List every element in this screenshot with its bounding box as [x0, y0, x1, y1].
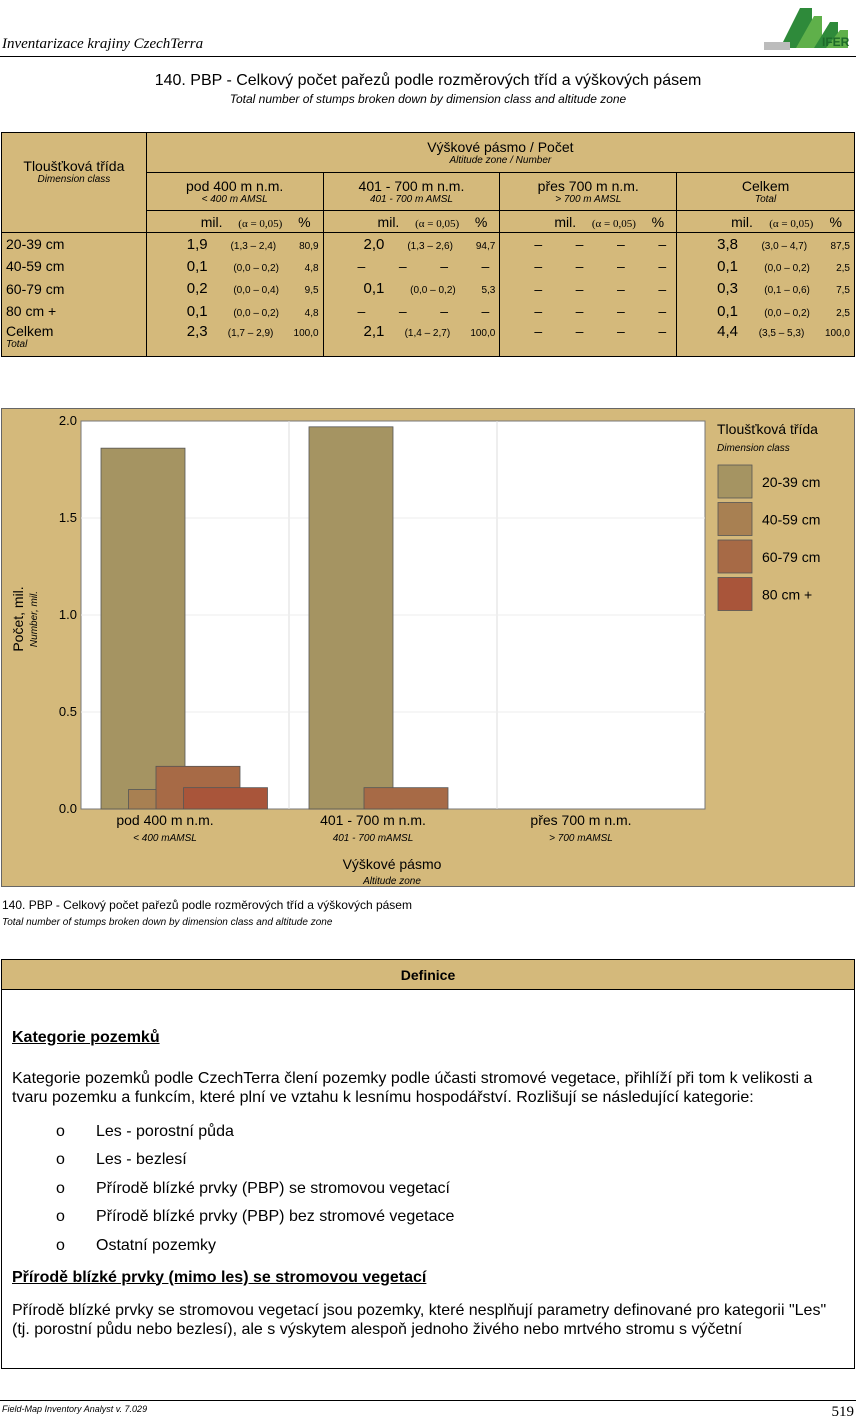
figure-caption-en: Total number of stumps broken down by dimension class and altitude zone: [2, 917, 333, 928]
value-ci: (1,4 – 2,7): [404, 327, 451, 339]
value-cell: [323, 255, 500, 278]
value-mil: 1,9: [186, 235, 208, 253]
dash: –: [398, 303, 407, 320]
value-cell: [677, 300, 855, 323]
table-row: [2, 255, 855, 278]
table-row: [2, 323, 855, 357]
group-header-cell: [146, 133, 854, 173]
subheader-alpha: (α = 0,05): [769, 217, 814, 230]
subheader-pct: %: [474, 213, 488, 230]
definition-list: [12, 1117, 844, 1260]
col-header-label: 401 - 700 m n.m.: [358, 178, 465, 194]
y-axis-label-en: Number, mil.: [29, 590, 40, 648]
value-pct: 80,9: [299, 240, 319, 252]
dash: –: [357, 258, 366, 275]
definition-paragraph-1: Kategorie pozemků podle CzechTerra člení pozemky podle účasti stromové vegetace, přihlíží při tom k velikosti a tvaru pozemku a funkcím, které plní ve vztahu k lesnímu hospodářství. Rozlišují se následující kategorie:: [12, 1070, 813, 1106]
definition-paragraph-2: Přírodě blízké prvky se stromovou vegetací jsou pozemky, které nesplňují parametry definované pro kategorii "Les" (tj. porostní půdu nebo bezlesí), ale s výskytem alespoň jednoho živého nebo mrtvého stromu s výčetní: [12, 1301, 827, 1338]
value-cell: [323, 278, 500, 301]
value-mil: 0,1: [186, 257, 208, 275]
dash: –: [575, 280, 584, 297]
x-axis-label: Výškové pásmo: [342, 856, 442, 872]
subheader-cell: [500, 211, 677, 233]
subheader-mil: mil.: [731, 213, 753, 230]
dash: –: [440, 303, 448, 320]
value-pct: 5,3: [481, 285, 496, 297]
subheader-alpha: (α = 0,05): [415, 217, 460, 230]
row-header-label-en: Dimension class: [37, 174, 111, 186]
bullet: o: [56, 1122, 65, 1140]
legend-entry: 40-59 cm: [762, 511, 821, 528]
subheader-mil: mil.: [377, 213, 400, 230]
value-mil: 0,1: [717, 302, 738, 320]
logo-text: IFER: [822, 35, 850, 49]
list-item: [12, 1117, 844, 1146]
col-header-label: Celkem: [741, 178, 790, 194]
value-cell: [146, 323, 323, 357]
value-pct: 9,5: [304, 285, 319, 297]
value-cell: [500, 323, 677, 357]
y-tick-label: 0.5: [58, 704, 77, 719]
header-rule: [0, 56, 856, 57]
dash: –: [658, 280, 667, 297]
document-header-title: Inventarizace krajiny CzechTerra: [2, 36, 204, 52]
row-label-cell: [2, 300, 147, 323]
col-header-2: [500, 173, 677, 211]
x-tick-label-en: > 700 mAMSL: [549, 833, 613, 844]
table-title: 140. PBP - Celkový počet pařezů podle rozměrových tříd a výškových pásem: [154, 72, 702, 89]
list-item-text: Les - porostní půda: [96, 1122, 234, 1140]
col-header-label-en: 401 - 700 m AMSL: [369, 194, 453, 205]
figure-caption: 140. PBP - Celkový počet pařezů podle rozměrových tříd a výškových pásem: [2, 898, 412, 912]
value-cell: [677, 323, 855, 357]
dash: –: [575, 322, 584, 339]
definition-box: [1, 959, 855, 1369]
list-item-text: Ostatní pozemky: [96, 1236, 217, 1254]
dash: –: [617, 280, 625, 297]
row-label: 80 cm +: [6, 303, 57, 320]
bullet: o: [56, 1208, 65, 1226]
value-pct: 2,5: [836, 262, 850, 274]
col-header-3: [677, 173, 855, 211]
dash: –: [658, 258, 667, 275]
legend-entry: 60-79 cm: [762, 549, 821, 565]
row-header-label: Tloušťková třída: [23, 158, 125, 175]
value-cell: [323, 323, 500, 357]
list-item: [12, 1203, 844, 1232]
dash: –: [398, 258, 407, 275]
row-label-cell: [2, 255, 147, 278]
value-ci: (0,0 – 0,2): [764, 262, 810, 274]
row-label-cell: [2, 233, 147, 256]
legend-entry: 20-39 cm: [762, 474, 821, 490]
col-header-label: přes 700 m n.m.: [537, 178, 639, 194]
value-cell: [500, 233, 677, 256]
y-tick-label: 0.0: [58, 801, 77, 816]
table-subtitle: Total number of stumps broken down by dimension class and altitude zone: [229, 92, 627, 106]
value-pct: 4,8: [304, 262, 319, 274]
definition-body: [2, 1028, 854, 1339]
dash: –: [658, 322, 667, 339]
value-cell: [500, 255, 677, 278]
col-header-label-en: Total: [754, 194, 777, 205]
value-mil: 0,2: [186, 280, 208, 298]
subheader-cell: [677, 211, 855, 233]
x-tick-label-en: 401 - 700 mAMSL: [332, 833, 414, 844]
value-mil: 0,1: [717, 257, 738, 275]
subheader-mil: mil.: [200, 213, 223, 230]
page-number: 519: [831, 1404, 854, 1420]
legend-swatch: [718, 578, 752, 611]
value-mil: 2,0: [363, 235, 385, 253]
table-row: [2, 300, 855, 323]
value-mil: 0,1: [186, 302, 208, 320]
value-cell: [500, 300, 677, 323]
ifer-logo: [760, 2, 852, 54]
value-pct: 100,0: [470, 327, 496, 339]
definition-header: Definice: [2, 960, 854, 990]
value-cell: [323, 233, 500, 256]
dash: –: [534, 303, 543, 320]
dash: –: [658, 236, 667, 252]
col-header-label-en: < 400 m AMSL: [201, 194, 268, 205]
definition-heading-1: Kategorie pozemků: [12, 1029, 160, 1046]
group-header-label-en: Altitude zone / Number: [449, 155, 552, 166]
legend-swatch: [718, 540, 752, 573]
dash: –: [481, 303, 490, 320]
subheader-pct: %: [829, 213, 842, 230]
value-mil: 4,4: [717, 322, 738, 340]
value-ci: (1,7 – 2,9): [227, 327, 274, 339]
value-cell: [146, 300, 323, 323]
value-mil: 2,3: [186, 322, 208, 340]
row-header-cell: [2, 133, 147, 211]
x-tick-label: pod 400 m n.m.: [116, 812, 214, 828]
value-cell: [500, 278, 677, 301]
col-header-1: [323, 173, 500, 211]
value-mil: 0,1: [363, 280, 385, 298]
row-label-cell: [2, 278, 147, 301]
legend-swatch: [718, 465, 752, 498]
dash: –: [617, 303, 625, 320]
value-cell: [677, 255, 855, 278]
subheader-mil: mil.: [554, 213, 577, 230]
y-tick-label: 2.0: [58, 413, 77, 428]
dash: –: [534, 322, 543, 339]
dash: –: [617, 236, 625, 252]
bullet: o: [56, 1179, 65, 1197]
subheader-pct: %: [298, 213, 311, 230]
subheader-cell: [323, 211, 500, 233]
value-cell: [323, 300, 500, 323]
bar-20-39cm: [309, 427, 393, 809]
row-label: Celkem: [6, 322, 54, 339]
dash: –: [440, 258, 448, 275]
y-axis-label: Počet, mil.: [10, 586, 26, 652]
value-pct: 2,5: [836, 307, 850, 319]
subheader-alpha: (α = 0,05): [238, 217, 283, 230]
value-ci: (0,0 – 0,2): [233, 262, 279, 274]
value-ci: (3,5 – 5,3): [758, 327, 805, 339]
row-label: 60-79 cm: [6, 280, 65, 297]
list-item: [12, 1231, 844, 1260]
col-header-label-en: > 700 m AMSL: [555, 194, 622, 205]
row-label-cell: [2, 323, 147, 357]
list-item: [12, 1146, 844, 1175]
value-cell: [677, 278, 855, 301]
value-mil: 3,8: [717, 235, 738, 253]
value-pct: 100,0: [824, 327, 850, 339]
value-pct: 7,5: [836, 285, 850, 297]
dash: –: [575, 258, 584, 275]
value-pct: 87,5: [830, 240, 850, 252]
stumps-table: [1, 132, 855, 357]
value-ci: (1,3 – 2,6): [407, 240, 453, 252]
list-item-text: Les - bezlesí: [96, 1151, 187, 1169]
row-label-en: Total: [6, 338, 28, 350]
chart-svg: [2, 409, 856, 888]
bullet: o: [56, 1151, 65, 1169]
legend-entry: 80 cm +: [762, 586, 813, 603]
value-mil: 2,1: [363, 322, 385, 340]
value-ci: (0,0 – 0,4): [233, 285, 279, 297]
bar-60-79cm: [364, 788, 448, 809]
value-pct: 94,7: [475, 240, 496, 252]
footer-rule: [0, 1400, 856, 1401]
dash: –: [575, 236, 584, 252]
value-ci: (1,3 – 2,4): [230, 240, 277, 252]
col-header-label: pod 400 m n.m.: [186, 178, 284, 194]
value-cell: [146, 278, 323, 301]
group-header-label: Výškové pásmo / Počet: [427, 139, 574, 155]
col-header-0: [146, 173, 323, 211]
value-ci: (0,1 – 0,6): [764, 285, 810, 297]
dash: –: [534, 236, 543, 252]
value-cell: [146, 255, 323, 278]
x-axis-label-en: Altitude zone: [363, 876, 421, 887]
y-tick-label: 1.5: [58, 510, 77, 525]
value-cell: [146, 233, 323, 256]
legend-swatch: [718, 503, 752, 536]
value-ci: (0,0 – 0,2): [410, 285, 456, 297]
bar-80cm: [184, 788, 268, 809]
x-tick-label: přes 700 m n.m.: [530, 812, 632, 828]
dash: –: [534, 258, 543, 275]
legend-title-en: Dimension class: [717, 443, 790, 454]
value-ci: (0,0 – 0,2): [764, 307, 810, 319]
dash: –: [617, 258, 625, 275]
subheader-empty: [2, 211, 147, 233]
subheader-cell: [146, 211, 323, 233]
dash: –: [357, 303, 366, 320]
legend-title: Tloušťková třída: [717, 421, 818, 437]
definition-heading-2: Přírodě blízké prvky (mimo les) se stromovou vegetací: [12, 1268, 427, 1286]
table-row: [2, 278, 855, 301]
row-label: 20-39 cm: [6, 236, 65, 252]
footer-software: Field-Map Inventory Analyst v. 7.029: [2, 1404, 148, 1414]
dash: –: [534, 280, 543, 297]
dash: –: [575, 303, 584, 320]
x-tick-label-en: < 400 mAMSL: [133, 833, 197, 844]
bullet: o: [56, 1236, 65, 1254]
value-ci: (0,0 – 0,2): [233, 307, 279, 319]
bar-chart: [1, 408, 855, 887]
list-item: [12, 1174, 844, 1203]
list-item-text: Přírodě blízké prvky (PBP) se stromovou vegetací: [96, 1179, 450, 1197]
x-tick-label: 401 - 700 m n.m.: [320, 812, 426, 828]
subheader-pct: %: [651, 213, 665, 230]
value-mil: 0,3: [717, 280, 738, 298]
dash: –: [481, 258, 490, 275]
subheader-alpha: (α = 0,05): [591, 217, 636, 230]
table-row: [2, 233, 855, 256]
value-ci: (3,0 – 4,7): [761, 240, 808, 252]
bar-20-39cm: [101, 448, 185, 809]
dash: –: [658, 303, 667, 320]
dash: –: [617, 322, 625, 339]
value-pct: 100,0: [293, 327, 319, 339]
y-tick-label: 1.0: [58, 607, 77, 622]
list-item-text: Přírodě blízké prvky (PBP) bez stromové vegetace: [96, 1208, 455, 1226]
value-cell: [677, 233, 855, 256]
row-label: 40-59 cm: [6, 258, 65, 275]
value-pct: 4,8: [304, 307, 319, 319]
